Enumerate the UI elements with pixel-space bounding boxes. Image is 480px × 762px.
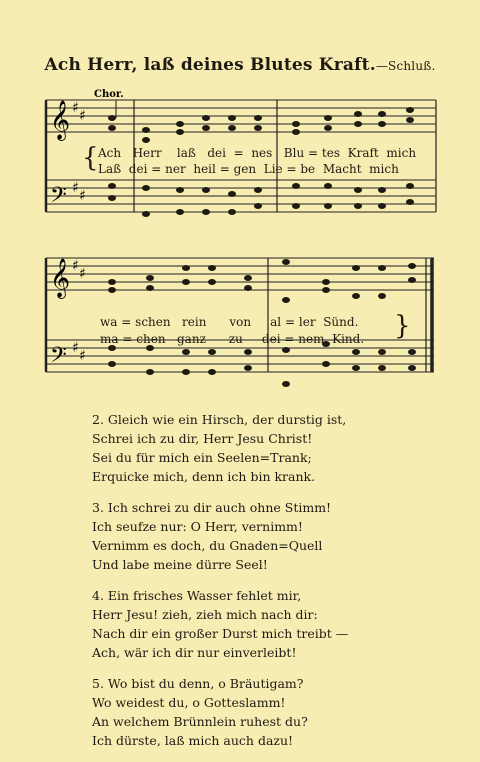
verse-line: Vernimm es doch, du Gnaden=Quell	[92, 538, 323, 553]
key-signature-sharp-icon: ♯	[72, 100, 79, 116]
verse-line: Erquicke mich, denn ich bin krank.	[92, 469, 316, 484]
verse-line: Ach, wär ich dir nur einverleibt!	[92, 645, 297, 660]
lyrics-verse-a-system-2: wa = schen rein von al = ler Sünd.	[100, 315, 359, 329]
chor-label: Chor.	[94, 89, 124, 100]
lyric-brace-left-icon: {	[82, 143, 99, 173]
lyrics-verse-a-system-1: Ach Herr laß dei = nes Blu = tes Kraft mich	[98, 146, 417, 160]
final-barline	[426, 258, 432, 372]
verse-line: Schrei ich zu dir, Herr Jesu Christ!	[92, 431, 313, 446]
key-signature-sharp-icon: ♯	[72, 180, 79, 196]
treble-clef-icon: 𝄞	[50, 258, 71, 298]
lyrics-verse-b-system-2: ma = chen ganz zu dei = nem Kind.	[100, 332, 365, 346]
verse-3	[92, 498, 452, 574]
treble-staff-2	[46, 258, 434, 290]
verse-line: Herr Jesu! zieh, zieh mich nach dir:	[92, 607, 318, 622]
verse-line: Und labe meine dürre Seel!	[92, 557, 268, 572]
key-signature-sharp-icon: ♯	[79, 348, 86, 364]
verse-line: An welchem Brünnlein ruhest du?	[92, 714, 308, 729]
treble-clef-icon: 𝄞	[50, 100, 71, 140]
title-suffix: —Schluß.	[375, 59, 436, 73]
treble-staff-1	[46, 100, 436, 132]
key-signature-sharp-icon: ♯	[72, 258, 79, 274]
verse-4	[92, 586, 452, 662]
verse-line: 2. Gleich wie ein Hirsch, der durstig ist,	[92, 412, 347, 427]
verse-line: 4. Ein frisches Wasser fehlet mir,	[92, 588, 302, 603]
bass-clef-icon: 𝄢	[50, 183, 67, 213]
title-text: Ach Herr, laß deines Blutes Kraft.	[44, 55, 376, 75]
verse-line: Sei du für mich ein Seelen=Trank;	[92, 450, 312, 465]
verse-line: 3. Ich schrei zu dir auch ohne Stimm!	[92, 500, 332, 515]
verse-line: 5. Wo bist du denn, o Bräutigam?	[92, 676, 304, 691]
lyric-brace-right-icon: }	[394, 311, 411, 341]
key-signature-sharp-icon: ♯	[79, 188, 86, 204]
verse-line: Wo weidest du, o Gotteslamm!	[92, 695, 286, 710]
bass-clef-icon: 𝄢	[50, 343, 67, 373]
verse-line: Ich dürste, laß mich auch dazu!	[92, 733, 294, 748]
verse-5	[92, 674, 452, 750]
bass-staff-1	[46, 180, 436, 212]
key-signature-sharp-icon: ♯	[79, 266, 86, 282]
verse-line: Ich seufze nur: O Herr, vernimm!	[92, 519, 303, 534]
verse-line: Nach dir ein großer Durst mich treibt —	[92, 626, 349, 641]
lyrics-verse-b-system-1: Laß dei = ner heil = gen Lie = be Macht mich	[98, 162, 399, 176]
key-signature-sharp-icon: ♯	[72, 340, 79, 356]
key-signature-sharp-icon: ♯	[79, 108, 86, 124]
verses-block	[92, 410, 452, 762]
verse-2	[92, 410, 452, 486]
